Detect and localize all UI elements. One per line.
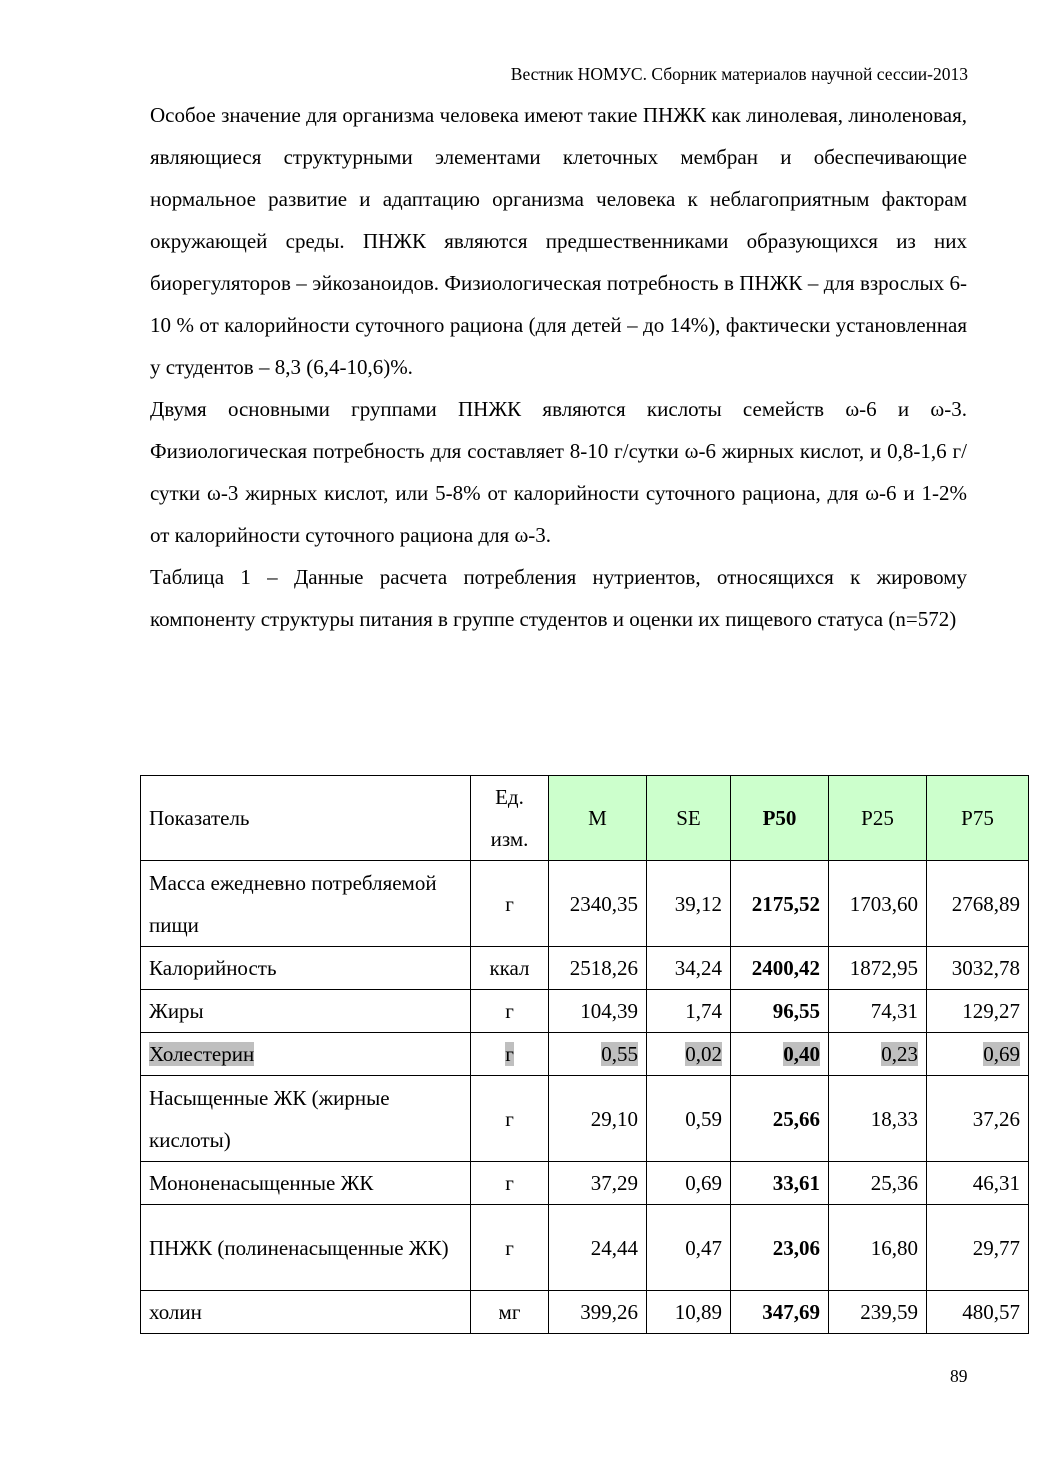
- row-unit: г: [471, 990, 549, 1033]
- row-p50: 2175,52: [731, 861, 829, 947]
- row-p75-cell: [927, 1033, 1029, 1076]
- row-unit: г: [471, 1076, 549, 1162]
- row-unit: г: [471, 861, 549, 947]
- table-row: [141, 1291, 1029, 1334]
- body-paragraph: Двумя основными группами ПНЖК являются кислоты семейств ω-6 и ω-3. Физиологическая потребность для составляет 8-10 г/сутки ω-6 жирных кислот, и 0,8-1,6 г/сутки ω-3 жирных кислот, или 5-8% от калорийности суточного рациона, для ω-6 и 1-2% от калорийности суточного рациона для ω-3.: [150, 397, 967, 547]
- row-p50: 0,40: [783, 1042, 820, 1066]
- row-se: 0,59: [647, 1076, 731, 1162]
- row-name: Калорийность: [141, 947, 471, 990]
- row-p25: 25,36: [829, 1162, 927, 1205]
- row-name-cell: [141, 1033, 471, 1076]
- row-se: 1,74: [647, 990, 731, 1033]
- header-se: SE: [647, 776, 731, 861]
- row-p25: 18,33: [829, 1076, 927, 1162]
- header-p75: P75: [927, 776, 1029, 861]
- body-paragraph: Особое значение для организма человека имеют такие ПНЖК как линолевая, линоленовая, являющиеся структурными элементами клеточных мембран и обеспечивающие нормальное развитие и адаптацию организма человека к неблагоприятным факторам окружающей среды. ПНЖК являются предшественниками образующихся из них биорегуляторов – эйкозаноидов. Физиологическая потребность в ПНЖК – для взрослых 6-10 % от калорийности суточного рациона (для детей – до 14%), фактически установленная у студентов – 8,3 (6,4-10,6)%.: [150, 103, 967, 379]
- page-number: 89: [950, 1366, 968, 1386]
- row-m: 399,26: [549, 1291, 647, 1334]
- row-m: 104,39: [549, 990, 647, 1033]
- row-name: Насыщенные ЖК (жирные кислоты): [141, 1076, 471, 1162]
- header-p25: P25: [829, 776, 927, 861]
- row-p50: 25,66: [731, 1076, 829, 1162]
- row-p25: 1872,95: [829, 947, 927, 990]
- row-m: 24,44: [549, 1205, 647, 1291]
- header-indicator: Показатель: [141, 776, 471, 861]
- row-p25: 0,23: [881, 1042, 918, 1066]
- row-name: Холестерин: [149, 1042, 255, 1066]
- row-p25-cell: [829, 1033, 927, 1076]
- row-name: Мононенасыщенные ЖК: [141, 1162, 471, 1205]
- row-m: 29,10: [549, 1076, 647, 1162]
- row-name: Масса ежедневно потребляемой пищи: [141, 861, 471, 947]
- row-se: 10,89: [647, 1291, 731, 1334]
- header-m: M: [549, 776, 647, 861]
- row-p75: 37,26: [927, 1076, 1029, 1162]
- row-unit: г: [471, 1205, 549, 1291]
- row-p75: 0,69: [983, 1042, 1020, 1066]
- row-p75: 3032,78: [927, 947, 1029, 990]
- row-p50: 2400,42: [731, 947, 829, 990]
- row-se: 0,02: [685, 1042, 722, 1066]
- table-caption: Таблица 1 – Данные расчета потребления нутриентов, относящихся к жировому компоненту структуры питания в группе студентов и оценки их пищевого статуса (n=572): [150, 565, 967, 631]
- table-row: [141, 1076, 1029, 1162]
- row-se: 0,47: [647, 1205, 731, 1291]
- row-m: 37,29: [549, 1162, 647, 1205]
- row-p25: 239,59: [829, 1291, 927, 1334]
- header-unit-line1: Ед.: [495, 785, 524, 809]
- row-p50: 33,61: [731, 1162, 829, 1205]
- table-row-highlighted: [141, 1033, 1029, 1076]
- row-p25: 16,80: [829, 1205, 927, 1291]
- table-header-row: [141, 776, 1029, 861]
- row-p50: 347,69: [731, 1291, 829, 1334]
- row-p50-cell: [731, 1033, 829, 1076]
- row-name: холин: [141, 1291, 471, 1334]
- header-unit-line2: изм.: [490, 827, 529, 851]
- row-unit-cell: [471, 1033, 549, 1076]
- table-row: [141, 990, 1029, 1033]
- header-p50: P50: [731, 776, 829, 861]
- row-p75: 129,27: [927, 990, 1029, 1033]
- row-m: 2518,26: [549, 947, 647, 990]
- row-p75: 46,31: [927, 1162, 1029, 1205]
- row-se-cell: [647, 1033, 731, 1076]
- running-header: Вестник НОМУС. Сборник материалов научной сессии-2013: [510, 64, 968, 84]
- table-row: [141, 1162, 1029, 1205]
- page-body: [150, 94, 967, 640]
- table-row: [141, 1205, 1029, 1291]
- row-m: 0,55: [601, 1042, 638, 1066]
- row-unit: мг: [471, 1291, 549, 1334]
- row-p50: 96,55: [731, 990, 829, 1033]
- row-name: ПНЖК (полиненасыщенные ЖК): [141, 1205, 471, 1291]
- row-unit: ккал: [471, 947, 549, 990]
- row-p75: 29,77: [927, 1205, 1029, 1291]
- row-unit: г: [505, 1042, 514, 1066]
- row-p25: 1703,60: [829, 861, 927, 947]
- row-m: 2340,35: [549, 861, 647, 947]
- row-name: Жиры: [141, 990, 471, 1033]
- row-m-cell: [549, 1033, 647, 1076]
- nutrient-table: [140, 775, 1029, 1334]
- row-p75: 2768,89: [927, 861, 1029, 947]
- row-p50: 23,06: [731, 1205, 829, 1291]
- table-row: [141, 861, 1029, 947]
- row-se: 39,12: [647, 861, 731, 947]
- row-p75: 480,57: [927, 1291, 1029, 1334]
- row-p25: 74,31: [829, 990, 927, 1033]
- row-se: 34,24: [647, 947, 731, 990]
- row-unit: г: [471, 1162, 549, 1205]
- table-row: [141, 947, 1029, 990]
- header-unit: [471, 776, 549, 861]
- row-se: 0,69: [647, 1162, 731, 1205]
